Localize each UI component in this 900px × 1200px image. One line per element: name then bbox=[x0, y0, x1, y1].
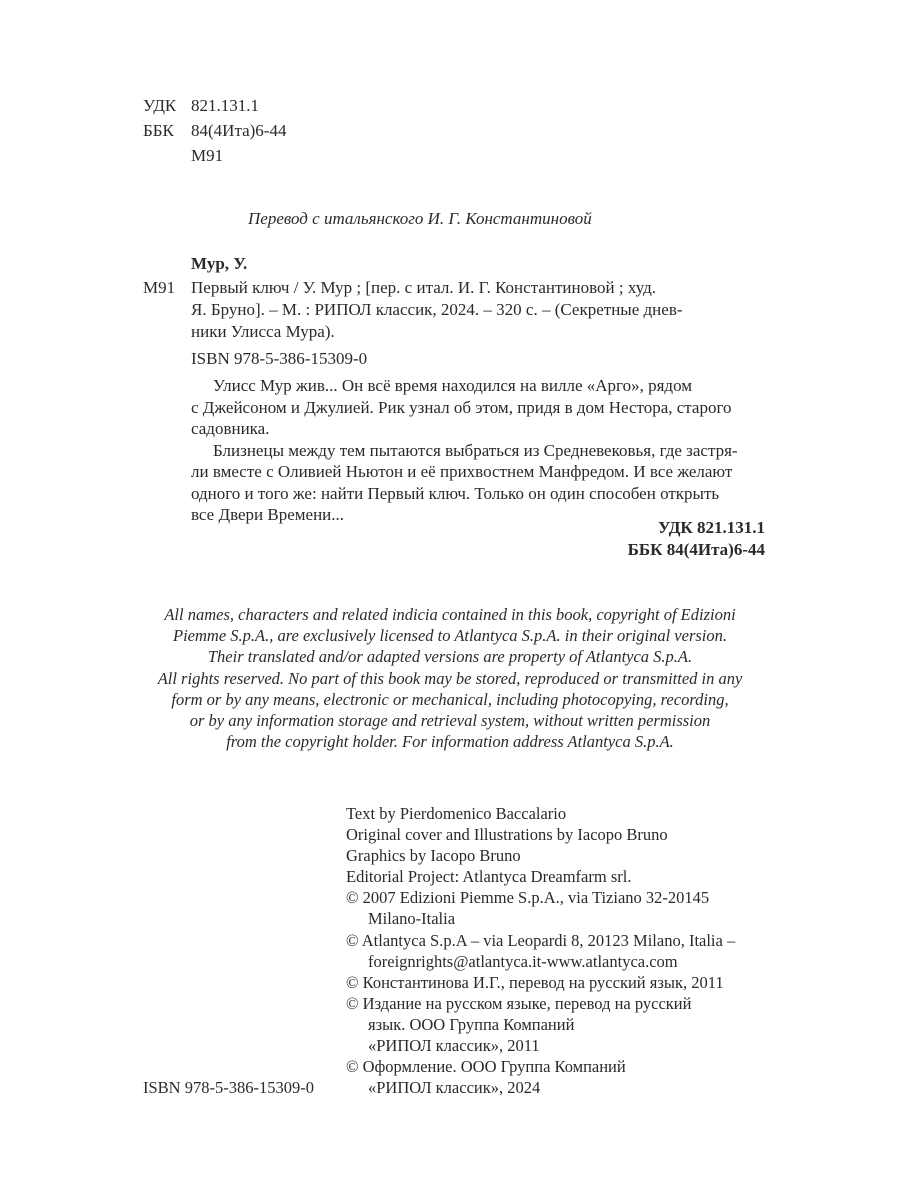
credits-line: foreignrights@atlantyca.it-www.atlantyca.com bbox=[368, 951, 678, 971]
bib-description-line: Первый ключ / У. Мур ; [пер. с итал. И. Г. Константиновой ; худ. bbox=[191, 278, 657, 297]
credits-line: Graphics by Iacopo Bruno bbox=[346, 846, 521, 866]
credits-line: © Оформление. ООО Группа Компаний bbox=[346, 1057, 626, 1077]
rights-notice-line: form or by any means, electronic or mechanical, including photocopying, recording, bbox=[171, 689, 729, 709]
credits bbox=[346, 803, 776, 1098]
credits-line: язык. ООО Группа Компаний bbox=[368, 1014, 575, 1034]
bib-description-line: Я. Бруно]. – М. : РИПОЛ классик, 2024. – 320 с. – (Секретные днев- bbox=[191, 300, 683, 319]
credits-line: Original cover and Illustrations by Iacopo Bruno bbox=[346, 825, 668, 845]
rights-notice-line: Their translated and/or adapted versions are property of Atlantyca S.p.A. bbox=[207, 647, 693, 667]
author-mark-record: М91 bbox=[143, 278, 176, 297]
rights-notice-line: All names, characters and related indicia contained in this book, copyright of Edizioni bbox=[164, 605, 736, 624]
rights-notice bbox=[80, 604, 820, 752]
udk-line bbox=[143, 95, 259, 116]
udk-bold: УДК 821.131.1 bbox=[657, 518, 765, 537]
bbk-line bbox=[143, 120, 286, 141]
credits-line: Editorial Project: Atlantyca Dreamfarm srl. bbox=[346, 867, 632, 887]
bbk-bold: ББК 84(4Ита)6-44 bbox=[627, 540, 765, 559]
bottom-isbn: ISBN 978-5-386-15309-0 bbox=[143, 1078, 314, 1097]
credits-line: © Константинова И.Г., перевод на русский язык, 2011 bbox=[346, 972, 724, 992]
rights-notice-line: or by any information storage and retrieval system, without written permission bbox=[189, 711, 711, 731]
annotation-line: Улисс Мур жив... Он всё время находился на вилле «Арго», рядом bbox=[213, 376, 693, 395]
credits-line: © Издание на русском языке, перевод на русский bbox=[346, 993, 692, 1013]
credits-line: «РИПОЛ классик», 2011 bbox=[368, 1036, 540, 1056]
record-isbn: ISBN 978-5-386-15309-0 bbox=[191, 349, 368, 368]
annotation-line: садовника. bbox=[191, 419, 270, 438]
classification-bold bbox=[500, 517, 765, 561]
credits-line: © Atlantyca S.p.A – via Leopardi 8, 20123 Milano, Italia – bbox=[346, 930, 736, 950]
udk-label: УДК bbox=[143, 96, 177, 115]
rights-notice-line: from the copyright holder. For information address Atlantyca S.p.A. bbox=[226, 732, 674, 752]
annotation bbox=[191, 375, 765, 526]
annotation-line: Близнецы между тем пытаются выбраться из Средневековья, где застря- bbox=[213, 440, 738, 460]
credits-line: «РИПОЛ классик», 2024 bbox=[368, 1078, 541, 1098]
bib-description-line: ники Улисса Мура). bbox=[191, 322, 335, 341]
author-heading: Мур, У. bbox=[191, 254, 248, 273]
bbk-value: 84(4Ита)6-44 bbox=[191, 121, 287, 140]
annotation-line: все Двери Времени... bbox=[191, 505, 345, 524]
credits-line: © 2007 Edizioni Piemme S.p.A., via Tiziano 32-20145 bbox=[346, 888, 710, 908]
rights-notice-line: All rights reserved. No part of this book may be stored, reproduced or transmitted in any bbox=[157, 668, 743, 688]
bbk-label: ББК bbox=[143, 121, 174, 140]
udk-value: 821.131.1 bbox=[191, 96, 259, 115]
credits-line: Text by Pierdomenico Baccalario bbox=[346, 804, 567, 823]
annotation-line: с Джейсоном и Джулией. Рик узнал об этом, придя в дом Нестора, старого bbox=[191, 397, 732, 417]
author-mark-header: М91 bbox=[191, 146, 224, 165]
annotation-line: одного и того же: найти Первый ключ. Только он один способен открыть bbox=[191, 483, 720, 503]
translation-credit: Перевод с итальянского И. Г. Константиновой bbox=[248, 209, 592, 228]
credits-line: Milano-Italia bbox=[368, 909, 456, 929]
bib-description bbox=[191, 277, 765, 343]
annotation-line: ли вместе с Оливией Ньютон и её прихвостнем Манфредом. И все желают bbox=[191, 462, 733, 481]
rights-notice-line: Piemme S.p.A., are exclusively licensed to Atlantyca S.p.A. in their original version. bbox=[173, 626, 727, 646]
